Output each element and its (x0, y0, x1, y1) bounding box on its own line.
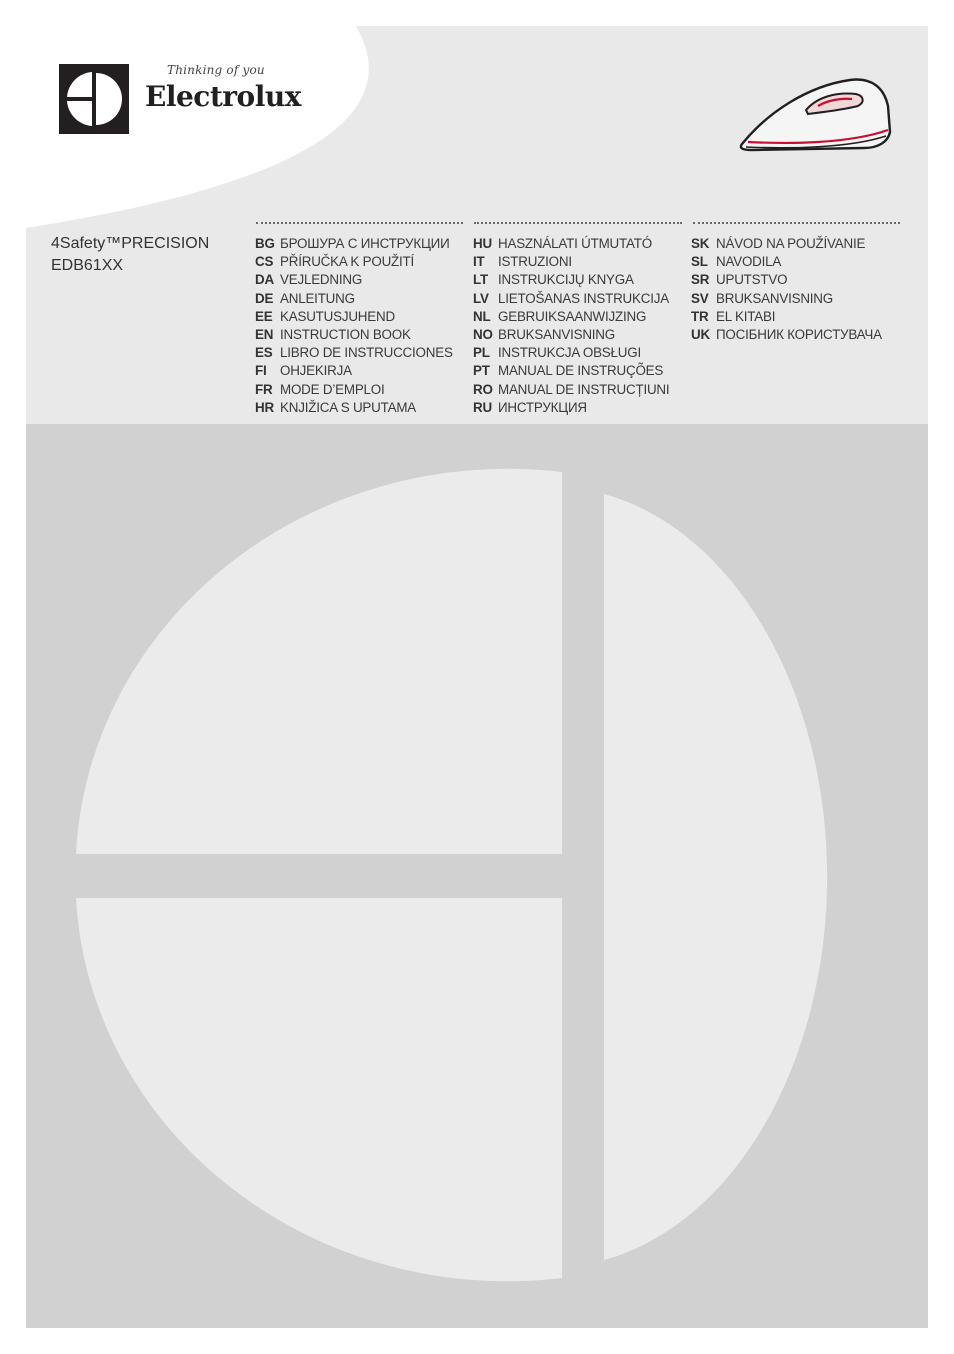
language-item (255, 253, 470, 271)
language-column-3 (691, 235, 906, 344)
language-code: IT (473, 254, 485, 270)
language-label: БРОШУРА С ИНСТРУКЦИИ (280, 236, 450, 251)
language-item (691, 290, 906, 308)
language-label: KNJIŽICA S UPUTAMA (280, 399, 417, 415)
language-item (473, 381, 688, 399)
language-item (691, 308, 906, 326)
language-label: INSTRUKCJA OBSŁUGI (498, 345, 641, 361)
language-item (255, 399, 470, 417)
language-code: FI (255, 363, 267, 379)
divider-dots-3 (693, 222, 900, 224)
language-code: LV (473, 290, 489, 306)
language-item (691, 326, 906, 344)
language-label: ИНСТРУКЦИЯ (498, 399, 587, 415)
language-label: ПОСІБНИК КОРИСТУВАЧА (716, 326, 882, 342)
language-code: PL (473, 345, 490, 361)
language-item (473, 362, 688, 380)
language-code: NO (473, 326, 493, 342)
language-code: NL (473, 308, 491, 324)
language-label: BRUKSANVISNING (716, 290, 833, 306)
language-item (473, 308, 688, 326)
language-label: INSTRUCTION BOOK (280, 326, 411, 342)
language-item (473, 253, 688, 271)
language-code: UK (691, 326, 710, 342)
language-item (691, 253, 906, 271)
language-code: HU (473, 236, 492, 251)
language-label: MANUAL DE INSTRUCȚIUNI (498, 381, 670, 397)
brand-name: Electrolux (145, 80, 301, 113)
language-code: TR (691, 308, 709, 324)
language-label: LIETOŠANAS INSTRUKCIJA (498, 290, 669, 306)
language-code: DA (255, 272, 274, 288)
language-item (255, 290, 470, 308)
language-code: CS (255, 254, 274, 270)
language-label: EL KITABI (716, 308, 776, 324)
language-item (255, 381, 470, 399)
language-code: DE (255, 290, 274, 306)
language-code: EE (255, 308, 273, 324)
language-code: BG (255, 236, 275, 251)
language-code: LT (473, 272, 488, 288)
language-code: SV (691, 290, 709, 306)
language-label: PŘÍRUČKA K POUŽITÍ (280, 254, 415, 270)
language-item (473, 399, 688, 417)
language-label: MODE D’EMPLOI (280, 381, 385, 397)
language-label: HASZNÁLATI ÚTMUTATÓ (498, 236, 652, 251)
cover-page (26, 26, 928, 1328)
language-label: INSTRUKCIJŲ KNYGA (498, 272, 634, 288)
divider-dots-1 (256, 222, 463, 224)
brand-tagline: Thinking of you (167, 63, 265, 77)
language-item (691, 235, 906, 253)
language-label: ANLEITUNG (280, 290, 355, 306)
language-column-2 (473, 235, 688, 417)
product-name: 4Safety™PRECISION (51, 235, 210, 252)
product-model: EDB61XX (51, 257, 124, 274)
language-code: ES (255, 345, 273, 361)
language-label: VEJLEDNING (280, 272, 363, 288)
language-code: RO (473, 381, 493, 397)
language-item (473, 271, 688, 289)
language-item (255, 308, 470, 326)
electrolux-logo-icon (59, 64, 129, 134)
language-label: NÁVOD NA POUŽÍVANIE (716, 236, 866, 251)
brand-logo (59, 64, 309, 136)
language-item (473, 235, 688, 253)
language-label: UPUTSTVO (716, 272, 788, 288)
language-label: GEBRUIKSAANWIJZING (498, 308, 647, 324)
language-item (473, 290, 688, 308)
language-code: PT (473, 363, 490, 379)
language-item (255, 362, 470, 380)
language-code: FR (255, 381, 273, 397)
language-label: KASUTUSJUHEND (280, 308, 395, 324)
language-item (255, 326, 470, 344)
language-label: OHJEKIRJA (280, 363, 352, 379)
product-info (51, 233, 209, 277)
language-item (691, 271, 906, 289)
language-item (473, 344, 688, 362)
steam-iron-icon (738, 72, 894, 156)
language-item (255, 271, 470, 289)
language-label: MANUAL DE INSTRUÇÕES (498, 363, 664, 379)
language-code: SR (691, 272, 710, 288)
language-item (255, 235, 470, 253)
language-label: NAVODILA (716, 254, 782, 270)
electrolux-emblem-icon (26, 424, 928, 1328)
language-label: LIBRO DE INSTRUCCIONES (280, 345, 453, 361)
language-item (255, 344, 470, 362)
language-item (473, 326, 688, 344)
language-code: SK (691, 236, 710, 251)
divider-dots-2 (474, 222, 682, 224)
language-code: RU (473, 399, 492, 415)
language-code: HR (255, 399, 274, 415)
language-column-1 (255, 235, 470, 417)
language-label: ISTRUZIONI (498, 254, 572, 270)
language-code: SL (691, 254, 708, 270)
language-label: BRUKSANVISNING (498, 326, 615, 342)
language-code: EN (255, 326, 274, 342)
